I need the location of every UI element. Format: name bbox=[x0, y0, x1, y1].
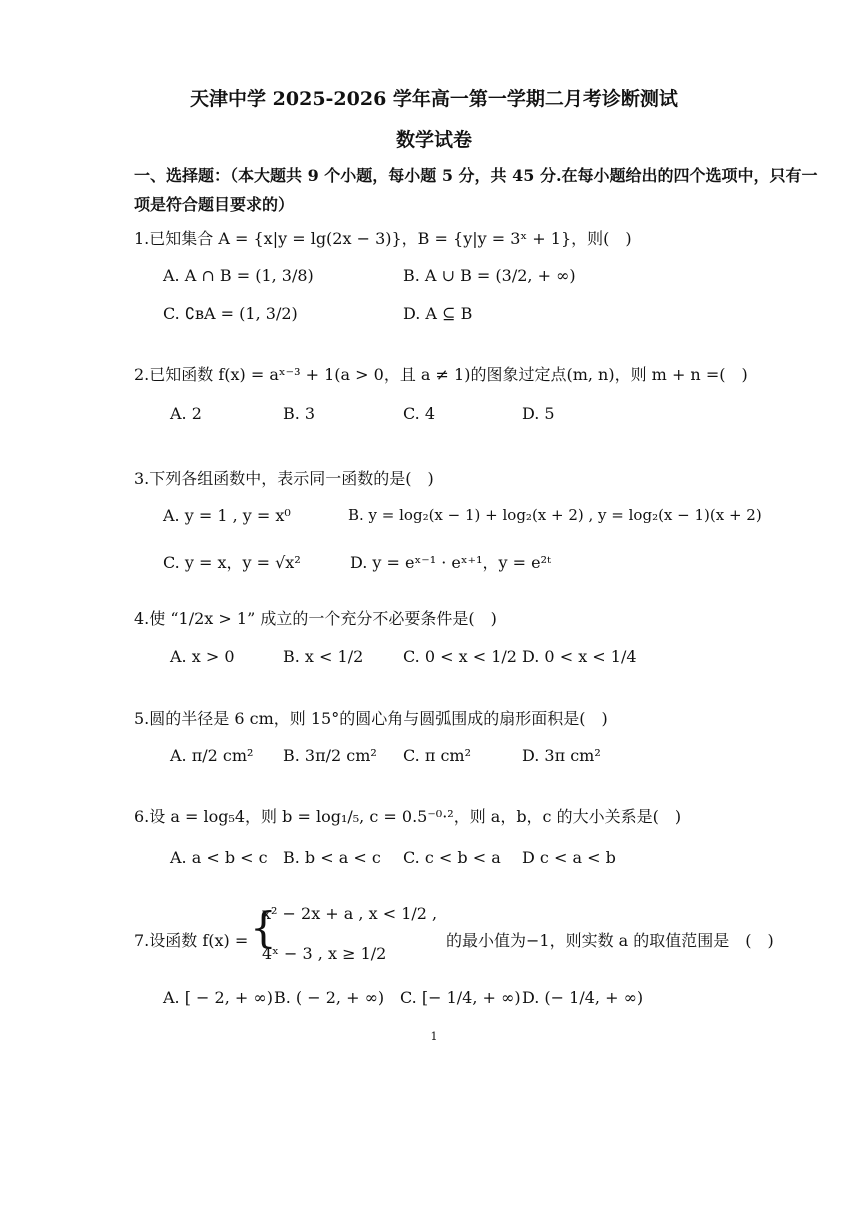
question-5-option-d: D. 3π cm² bbox=[522, 746, 601, 765]
question-7-piece-2: 4ˣ − 3 , x ≥ 1/2 bbox=[262, 944, 387, 963]
question-5-option-b: B. 3π/2 cm² bbox=[283, 746, 377, 765]
question-2-option-c: C. 4 bbox=[403, 404, 436, 423]
question-6-option-b: B. b < a < c bbox=[283, 848, 381, 867]
exam-title: 天津中学 2025-2026 学年高一第一学期二月考诊断测试 bbox=[190, 88, 678, 110]
question-7-option-b: B. ( − 2, + ∞) bbox=[274, 988, 385, 1007]
question-3-option-d: D. y = eˣ⁻¹ · eˣ⁺¹，y = e²ᵗ bbox=[350, 553, 551, 572]
question-1-option-d: D. A ⊆ B bbox=[403, 304, 473, 323]
question-5-option-a: A. π/2 cm² bbox=[170, 746, 254, 765]
question-2-stem: 2.已知函数 f(x) = aˣ⁻³ + 1(a > 0，且 a ≠ 1)的图象过定点(m, n)，则 m + n =( ) bbox=[134, 365, 748, 384]
exam-subtitle: 数学试卷 bbox=[395, 129, 472, 151]
question-7-option-d: D. (− 1/4, + ∞) bbox=[522, 988, 644, 1007]
question-5-stem: 5.圆的半径是 6 cm，则 15°的圆心角与圆弧围成的扇形面积是( ) bbox=[134, 709, 608, 728]
question-4-option-d: D. 0 < x < 1/4 bbox=[522, 647, 637, 666]
question-1-option-a: A. A ∩ B = (1, 3/8) bbox=[163, 266, 314, 285]
question-7-option-a: A. [ − 2, + ∞) bbox=[163, 988, 273, 1007]
question-6-stem: 6.设 a = log₅4，则 b = log₁/₅, c = 0.5⁻⁰·²，则 a，b，c 的大小关系是( ) bbox=[134, 807, 682, 826]
question-4-option-a: A. x > 0 bbox=[170, 647, 235, 666]
piecewise-brace: { bbox=[250, 903, 277, 952]
question-3-option-b: B. y = log₂(x − 1) + log₂(x + 2) , y = log₂(x − 1)(x + 2) bbox=[348, 506, 762, 524]
question-7-stem-suffix: 的最小值为−1，则实数 a 的取值范围是 ( ) bbox=[446, 931, 774, 950]
page-number: 1 bbox=[430, 1030, 438, 1043]
question-2-option-a: A. 2 bbox=[170, 404, 202, 423]
question-4-option-c: C. 0 < x < 1/2 bbox=[403, 647, 517, 666]
question-1-stem: 1.已知集合 A = {x|y = lg(2x − 3)}，B = {y|y = 3ˣ + 1}，则( ) bbox=[134, 229, 632, 248]
question-7-option-c: C. [− 1/4, + ∞) bbox=[400, 988, 521, 1007]
question-4-option-b: B. x < 1/2 bbox=[283, 647, 364, 666]
section-heading-line2: 项是符合题目要求的） bbox=[134, 195, 295, 214]
question-3-stem: 3.下列各组函数中，表示同一函数的是( ) bbox=[134, 469, 434, 488]
question-7-stem-prefix: 7.设函数 f(x) = bbox=[134, 931, 249, 950]
question-2-option-d: D. 5 bbox=[522, 404, 555, 423]
question-7-piece-1: x² − 2x + a , x < 1/2 , bbox=[262, 904, 438, 923]
question-3-option-c: C. y = x，y = √x² bbox=[163, 553, 301, 572]
question-5-option-c: C. π cm² bbox=[403, 746, 471, 765]
question-6-option-a: A. a < b < c bbox=[170, 848, 268, 867]
question-4-stem: 4.使 “1/2x > 1” 成立的一个充分不必要条件是( ) bbox=[134, 609, 497, 628]
question-2-option-b: B. 3 bbox=[283, 404, 316, 423]
question-6-option-c: C. c < b < a bbox=[403, 848, 501, 867]
question-3-option-a: A. y = 1 , y = x⁰ bbox=[163, 506, 291, 525]
question-1-option-b: B. A ∪ B = (3/2, + ∞) bbox=[403, 266, 576, 285]
section-heading-line1: 一、选择题：（本大题共 9 个小题，每小题 5 分，共 45 分.在每小题给出的四个选项中，只有一 bbox=[134, 166, 818, 185]
question-1-option-c: C. ∁ʙA = (1, 3/2) bbox=[163, 304, 298, 323]
question-6-option-d: D c < a < b bbox=[522, 848, 616, 867]
